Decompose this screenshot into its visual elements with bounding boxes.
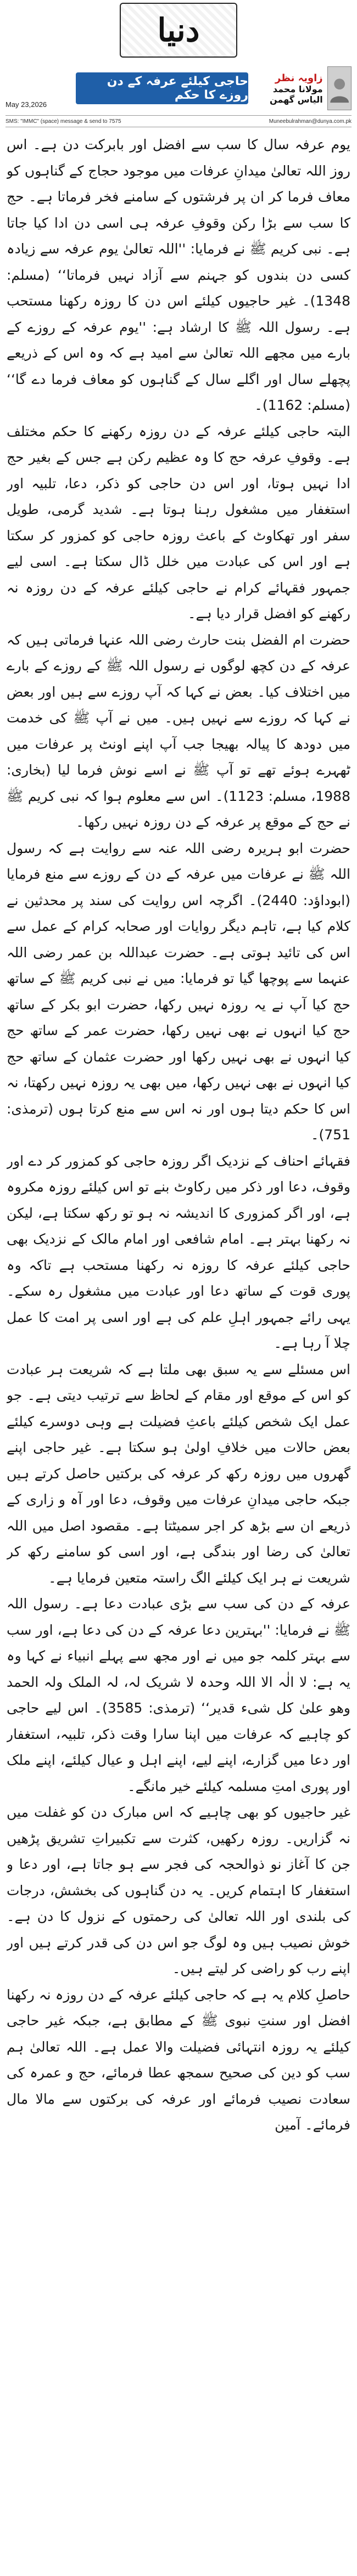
column-name: زاویہ نظر: [275, 72, 323, 84]
author-block: [253, 65, 352, 112]
article-paragraph: البتہ حاجی کیلئے عرفہ کے دن روزہ رکھنے کا حکم مختلف ہے۔ وقوفِ عرفہ حج کا وہ عظیم رکن ہے جس کے بغیر حج ادا نہیں ہوتا، اور اس دن حاجی کو ذکر، دعا، تلبیہ اور استغفار میں مشغول رہنا ہوتا ہے۔ شدید گرمی، طویل سفر اور تھکاوٹ کے باعث روزہ حاجی کو کمزور کر سکتا ہے اور اس کی عبادت میں خلل ڈال سکتا ہے۔ اسی لیے جمہور فقہائے کرام نے حاجی کیلئے عرفہ کے دن روزہ نہ رکھنے کو افضل قرار دیا ہے۔: [7, 423, 350, 622]
article-paragraph: اس مسئلے سے یہ سبق بھی ملتا ہے کہ شریعت ہر عبادت کو اس کے موقع اور مقام کے لحاظ سے ترتیب دیتی ہے۔ جو عمل ایک شخص کیلئے باعثِ فضیلت ہے وہی دوسرے کیلئے بعض حالات میں خلافِ اولیٰ ہو سکتا ہے۔ غیر حاجی اپنے گھروں میں روزہ رکھ کر عرفہ کی برکتیں حاصل کرتے ہیں جبکہ حاجی میدانِ عرفات میں وقوف، دعا اور آہ و زاری کے ذریعے ان سے بڑھ کر اجر سمیٹتا ہے۔ مقصود اصل میں اللہ تعالیٰ کی رضا اور بندگی ہے، اور اسی کو سامنے رکھ کر شریعت نے ہر ایک کیلئے الگ راستہ متعین فرمایا ہے۔: [7, 1361, 350, 1586]
column-header: [5, 65, 352, 112]
article-paragraph: غیر حاجیوں کو بھی چاہیے کہ اس مبارک دن کو غفلت میں نہ گزاریں۔ روزہ رکھیں، کثرت سے تکبیراتِ تشریق پڑھیں جن کا آغاز نو ذوالحجہ کی فجر سے ہو جاتا ہے، اور دعا و استغفار کا اہتمام کریں۔ یہ دن گناہوں کی بخشش، درجات کی بلندی اور اللہ تعالیٰ کی رحمتوں کے نزول کا دن ہے۔ خوش نصیب ہیں وہ لوگ جو اس دن کی قدر کرتے ہیں اور اپنے رب کو راضی کر لیتے ہیں۔: [7, 1804, 350, 1976]
author-avatar: [327, 66, 352, 110]
sms-info: SMS: "IMMC" (space) message & send to 7575: [5, 118, 121, 125]
author-text: [253, 72, 323, 105]
article-paragraph: یوم عرفہ سال کا سب سے افضل اور بابرکت دن ہے۔ اس روز اللہ تعالیٰ میدانِ عرفات میں موجود حجاج کے گناہوں کو معاف فرما کر ان پر فرشتوں کے سامنے فخر فرماتا ہے۔ حج کا سب سے بڑا رکن وقوفِ عرفہ ہی اسی دن ادا کیا جاتا ہے۔ نبی کریم ﷺ نے فرمایا: ''اللہ تعالیٰ یوم عرفہ سے زیادہ کسی دن بندوں کو جہنم سے آزاد نہیں فرماتا‘‘ (مسلم: 1348)۔ غیر حاجیوں کیلئے اس دن کا روزہ رکھنا مستحب ہے۔ رسول اللہ ﷺ کا ارشاد ہے: ''یوم عرفہ کے روزے کے بارے میں مجھے اللہ تعالیٰ سے امید ہے کہ وہ اس کے ذریعے پچھلے سال اور اگلے سال کے گناہوں کو معاف فرما دے گا‘‘ (مسلم: 1162)۔: [7, 137, 350, 413]
article-paragraph: حاصلِ کلام یہ ہے کہ حاجی کیلئے عرفہ کے دن روزہ نہ رکھنا افضل اور سنتِ نبوی ﷺ کے مطابق ہے، جبکہ غیر حاجی کیلئے یہ روزہ انتہائی فضیلت والا عمل ہے۔ اللہ تعالیٰ ہم سب کو دین کی صحیح سمجھ عطا فرمائے، حج و عمرہ کی سعادت نصیب فرمائے اور عرفہ کی برکتوں سے مالا مال فرمائے۔ آمین: [7, 1986, 350, 2133]
article-paragraph: فقہائے احناف کے نزدیک اگر روزہ حاجی کو کمزور کر دے اور وقوف، دعا اور ذکر میں رکاوٹ بنے تو اس کیلئے روزہ مکروہ ہے، اور اگر کمزوری کا اندیشہ نہ ہو تو رکھ سکتا ہے، لیکن نہ رکھنا بہتر ہے۔ امام شافعی اور امام مالک کے نزدیک بھی حاجی کیلئے عرفہ کا روزہ نہ رکھنا مستحب ہے تاکہ وہ پوری قوت کے ساتھ دعا اور عبادت میں مشغول رہ سکے۔ یہی رائے جمہور اہلِ علم کی ہے اور اسی پر امت کا عمل چلا آ رہا ہے۔: [7, 1153, 350, 1351]
author-name: مولانا محمد الیاس گھمن: [270, 83, 323, 105]
publish-date: May 23,2026: [5, 100, 47, 109]
article-paragraph: حضرت ابو ہریرہ رضی اللہ عنہ سے روایت ہے کہ رسول اللہ ﷺ نے عرفات میں عرفہ کے دن کے روزے سے منع فرمایا (ابوداؤد: 2440)۔ اگرچہ اس روایت کی سند پر محدثین نے کلام کیا ہے، تاہم دیگر روایات اور صحابہ کرام کے عمل سے اس کی تائید ہوتی ہے۔ حضرت عبداللہ بن عمر رضی اللہ عنہما سے پوچھا گیا تو فرمایا: میں نے نبی کریم ﷺ کے ساتھ حج کیا آپ نے یہ روزہ نہیں رکھا، حضرت ابو بکر کے ساتھ حج کیا انہوں نے بھی نہیں رکھا، حضرت عمر کے ساتھ حج کیا انہوں نے بھی نہیں رکھا اور حضرت عثمان کے ساتھ حج کیا انہوں نے بھی نہیں رکھا، میں بھی یہ روزہ نہیں رکھتا، نہ اس کا حکم دیتا ہوں اور نہ اس سے منع کرتا ہوں (ترمذی: 751)۔: [7, 840, 350, 1143]
article-paragraph: حضرت ام الفضل بنت حارث رضی اللہ عنہا فرماتی ہیں کہ عرفہ کے دن کچھ لوگوں نے رسول اللہ ﷺ کے روزے کے بارے میں اختلاف کیا۔ بعض نے کہا کہ آپ روزے سے ہیں اور بعض نے کہا کہ روزے سے نہیں ہیں۔ میں نے آپ ﷺ کی خدمت میں دودھ کا پیالہ بھیجا جب آپ اپنے اونٹ پر عرفات میں ٹھہرے ہوئے تھے تو آپ ﷺ نے اسے نوش فرما لیا (بخاری: 1988، مسلم: 1123)۔ اس سے معلوم ہوا کہ نبی کریم ﷺ نے حج کے موقع پر عرفہ کے دن روزہ نہیں رکھا۔: [7, 631, 350, 830]
article-paragraph: عرفہ کے دن کی سب سے بڑی عبادت دعا ہے۔ رسول اللہ ﷺ نے فرمایا: ''بہترین دعا عرفہ کے دن کی دعا ہے، اور سب سے بہتر کلمہ جو میں نے اور مجھ سے پہلے انبیاء نے کہا وہ یہ ہے: لا الٰہ الا اللہ وحدہ لا شریک لہ، لہ الملک ولہ الحمد وھو علیٰ کل شیء قدیر‘‘ (ترمذی: 3585)۔ اس لیے حاجی کو چاہیے کہ عرفات میں اپنا سارا وقت ذکر، تلبیہ، استغفار اور دعا میں گزارے، اپنے لیے، اپنے اہل و عیال کیلئے، اپنے ملک اور پوری امتِ مسلمہ کیلئے خیر مانگے۔: [7, 1596, 350, 1794]
contact-bar: [5, 115, 352, 127]
person-icon: [328, 68, 351, 109]
article-body: [7, 132, 350, 2567]
newspaper-logo: دنیا: [120, 3, 237, 58]
article-headline: حاجی کیلئے عرفہ کے دن روزے کا حکم: [76, 72, 248, 104]
masthead: [0, 0, 357, 60]
email-address: Muneebulrahman@dunya.com.pk: [269, 118, 352, 125]
